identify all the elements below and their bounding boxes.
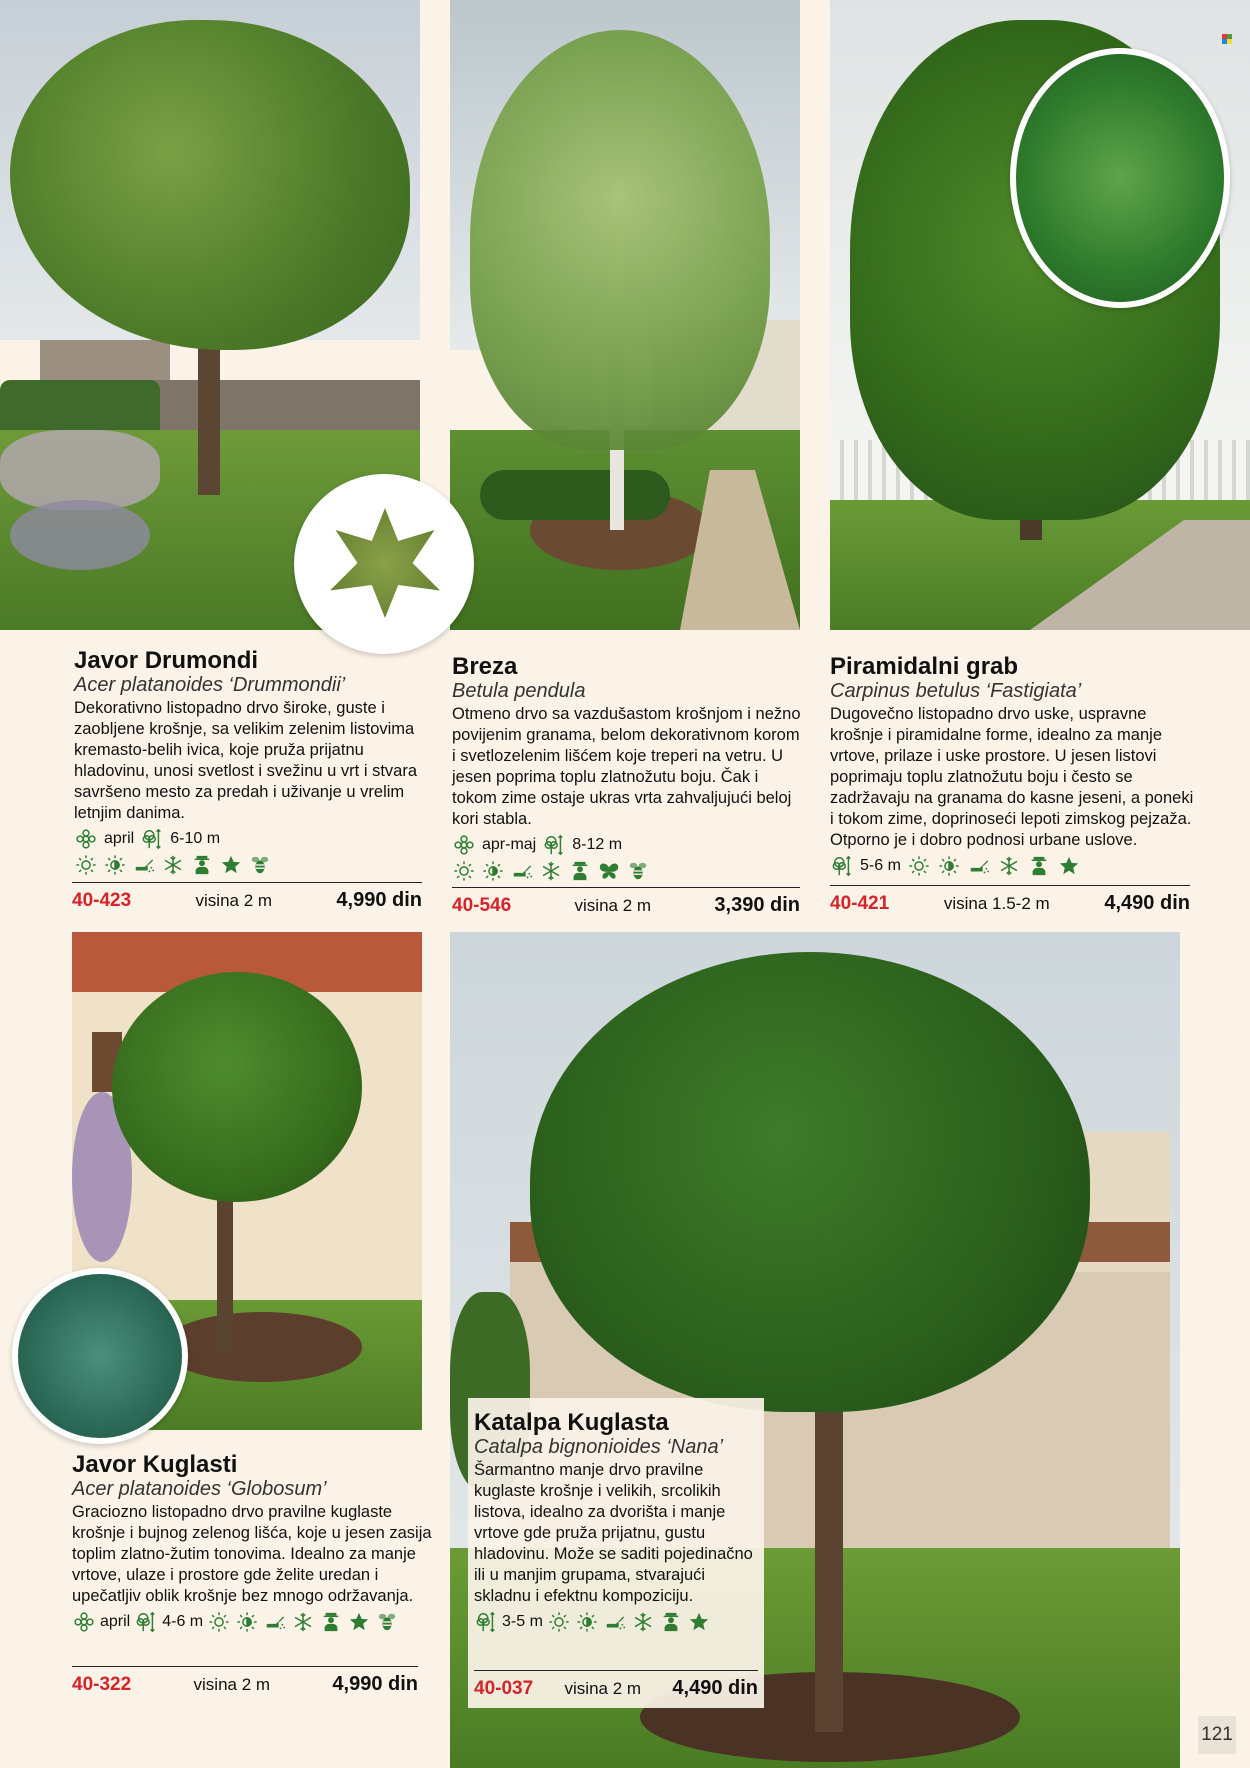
frost-icon — [291, 1610, 315, 1634]
gardener-icon — [1027, 854, 1051, 878]
product-card — [74, 648, 424, 877]
page-number: 121 — [1198, 1716, 1236, 1754]
product-card — [474, 1410, 764, 1634]
product-description: Dekorativno listopadno drvo široke, guste i zaobljene krošnje, sa velikim zelenim listovima kremasto-belih ivica, koje pruža prijatnu hladovinu, unosi svetlost i svežinu u vrt i stvara savršeno mesto za predah i uživanje u vrelim letnjim danima. — [74, 699, 417, 822]
tree-height-icon — [542, 833, 566, 857]
product-card — [830, 654, 1195, 878]
half-shade-icon — [575, 1610, 599, 1634]
sun-icon — [452, 859, 476, 883]
product-height: visina 2 m — [195, 891, 273, 910]
watering-icon — [263, 1610, 287, 1634]
tree-height-icon — [474, 1610, 498, 1634]
product-latin-name: Catalpa bignonioides ‘Nana’ — [474, 1436, 724, 1458]
price-line — [72, 882, 422, 912]
sun-icon — [907, 854, 931, 878]
gardener-icon — [190, 853, 214, 877]
tree-height-icon — [134, 1610, 158, 1634]
flower-icon — [74, 827, 98, 851]
product-meta — [830, 854, 1195, 878]
tree-height-icon — [830, 854, 854, 878]
watering-icon — [603, 1610, 627, 1634]
price-line — [72, 1666, 418, 1696]
product-title: Breza — [452, 653, 518, 680]
frost-icon — [631, 1610, 655, 1634]
product-latin-name: Acer platanoides ‘Drummondii’ — [74, 674, 346, 696]
photo-breza — [450, 0, 800, 630]
product-code: 40-037 — [474, 1678, 534, 1699]
care-icons — [74, 853, 424, 877]
frost-icon — [161, 853, 185, 877]
product-price: 4,490 din — [1104, 892, 1190, 914]
product-meta — [72, 1610, 432, 1634]
flowering-period: april — [100, 1613, 131, 1630]
flowering-period: april — [104, 830, 135, 847]
gardener-icon — [659, 1610, 683, 1634]
tree-height: 6-10 m — [170, 830, 221, 847]
sun-icon — [207, 1610, 231, 1634]
product-description: Šarmantno manje drvo pravilne kuglaste krošnje i velikih, srcolikih listova, idealno za dvorišta i manje vrtove gde pruža prijatnu, gustu hladovinu. Može se saditi pojedinačno ili u manjim grupama, stvarajući skladnu i efektnu kompoziciju. — [474, 1461, 753, 1605]
frost-icon — [539, 859, 563, 883]
frost-icon — [997, 854, 1021, 878]
product-latin-name: Acer platanoides ‘Globosum’ — [72, 1478, 327, 1500]
star-icon — [687, 1610, 711, 1634]
product-price: 4,490 din — [672, 1677, 758, 1699]
product-price: 4,990 din — [332, 1673, 418, 1695]
price-line — [452, 887, 800, 917]
product-title: Piramidalni grab — [830, 653, 1019, 680]
product-title: Katalpa Kuglasta — [474, 1409, 669, 1436]
product-code: 40-546 — [452, 895, 512, 916]
product-title: Javor Drumondi — [74, 647, 259, 674]
product-card — [72, 1452, 432, 1634]
half-shade-icon — [103, 853, 127, 877]
price-line — [474, 1670, 758, 1700]
product-height: visina 1.5-2 m — [943, 894, 1050, 913]
half-shade-icon — [481, 859, 505, 883]
product-code: 40-421 — [830, 893, 890, 914]
half-shade-icon — [937, 854, 961, 878]
care-icons — [452, 859, 802, 883]
product-description: Otmeno drvo sa vazdušastom krošnjom i nežno povijenim granama, belom dekorativnom korom i svetlozelenim lišćem koje treperi na vetru. U jesen poprima toplu zlatnožutu boju. Čak i tokom zime ostaje ukras vrta zahvaljujući beloj kori stabla. — [452, 705, 801, 828]
product-meta — [74, 827, 424, 851]
gardener-icon — [568, 859, 592, 883]
tree-height: 5-6 m — [860, 857, 901, 874]
product-description: Graciozno listopadno drvo pravilne kuglaste krošnje i bujnog zelenog lišća, koje u jesen zasija toplim zlatno-žutim tonovima. Idealno za manje vrtove, ulaze i prostore gde želite uredan i upečatljiv oblik krošnje bez mnogo održavanja. — [72, 1503, 432, 1605]
bee-icon — [375, 1610, 399, 1634]
star-icon — [347, 1610, 371, 1634]
product-height: visina 2 m — [193, 1675, 271, 1694]
tree-height-icon — [140, 827, 164, 851]
bee-icon — [248, 853, 272, 877]
product-latin-name: Betula pendula — [452, 680, 586, 702]
product-price: 3,390 din — [714, 894, 800, 916]
product-code: 40-322 — [72, 1674, 132, 1695]
leaf-closeup-grab — [1010, 48, 1230, 308]
leaf-closeup-kuglasti — [12, 1268, 188, 1444]
sun-icon — [74, 853, 98, 877]
star-icon — [219, 853, 243, 877]
tree-height: 4-6 m — [162, 1613, 204, 1630]
product-meta — [452, 833, 802, 857]
product-code: 40-423 — [72, 890, 132, 911]
product-card — [452, 654, 802, 883]
watering-icon — [967, 854, 991, 878]
watering-icon — [510, 859, 534, 883]
product-price: 4,990 din — [336, 889, 422, 911]
tree-height: 3-5 m — [502, 1613, 543, 1630]
leaf-closeup-drumondi — [294, 474, 474, 654]
bee-icon — [626, 859, 650, 883]
product-height: visina 2 m — [574, 896, 652, 915]
gardener-icon — [319, 1610, 343, 1634]
price-line — [830, 885, 1190, 915]
sun-icon — [547, 1610, 571, 1634]
flowering-period: apr-maj — [482, 836, 537, 853]
flower-icon — [72, 1610, 96, 1634]
half-shade-icon — [235, 1610, 259, 1634]
tree-height: 8-12 m — [572, 836, 623, 853]
product-height: visina 2 m — [564, 1679, 642, 1698]
watering-icon — [132, 853, 156, 877]
flower-icon — [452, 833, 476, 857]
butterfly-icon — [597, 859, 621, 883]
product-meta — [474, 1610, 764, 1634]
product-latin-name: Carpinus betulus ‘Fastigiata’ — [830, 680, 1082, 702]
product-title: Javor Kuglasti — [72, 1451, 238, 1478]
product-description: Dugovečno listopadno drvo uske, uspravne krošnje i piramidalne forme, idealno za manje vrtove, prilaze i uske prostore. U jesen listovi poprimaju toplu zlatnožutu boju i često se zadržavaju na granama do kasne jeseni, a poneki i tokom zime, doprinoseći lepoti zimskog pejzaža. Otporno je i dobro podnosi urbane uslove. — [830, 705, 1194, 849]
color-marker-icon — [1222, 34, 1232, 44]
star-icon — [1057, 854, 1081, 878]
